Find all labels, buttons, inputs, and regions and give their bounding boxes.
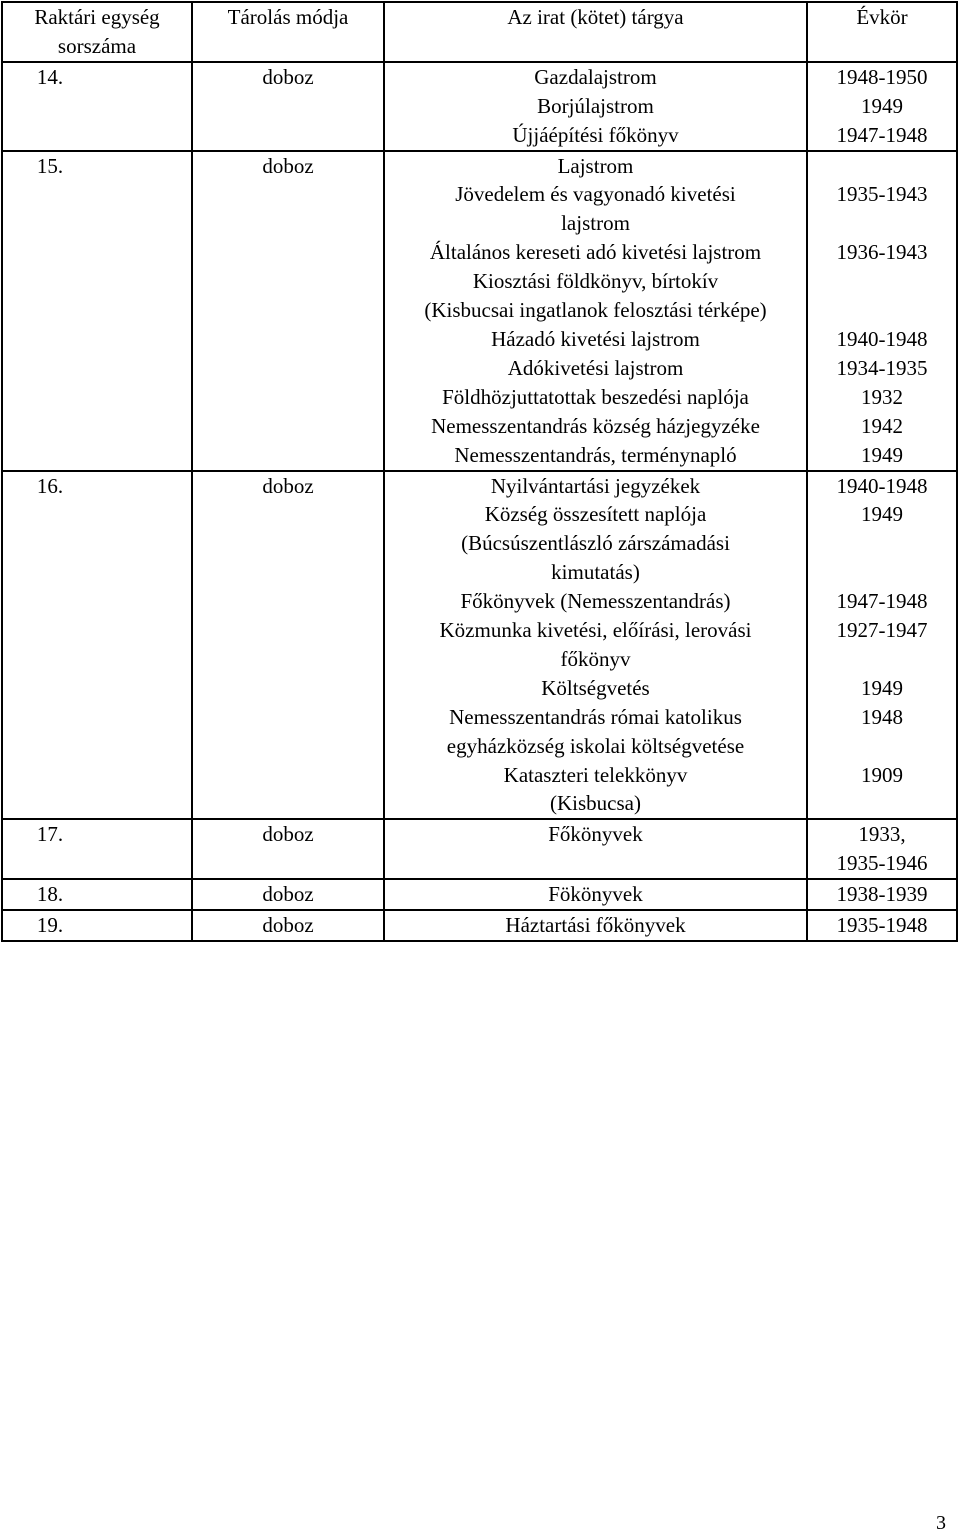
year-line: 1927-1947	[836, 618, 928, 642]
year-range-cell	[807, 879, 957, 910]
unit-number-cell	[2, 471, 192, 820]
subject-line: Kiosztási földkönyv, bírtokív	[472, 269, 719, 294]
document-subject-cell	[384, 819, 807, 879]
unit-number: 19.	[36, 913, 64, 938]
storage-method-cell: doboz	[192, 62, 384, 151]
table-row	[2, 471, 957, 820]
subject-line: Adókivetési lajstrom	[507, 355, 684, 380]
subject-line: lajstrom	[561, 211, 630, 236]
year-line: 1938-1939	[836, 882, 928, 907]
page-number: 3	[936, 1512, 946, 1534]
year-line: 1949	[861, 675, 903, 700]
subject-line: főkönyv	[560, 646, 631, 671]
year-line: 1947-1948	[836, 589, 928, 614]
header-document-subject: Az irat (kötet) tárgya	[384, 2, 807, 62]
year-line: 1942	[861, 413, 903, 438]
subject-line: Nyilvántartási jegyzékek	[490, 473, 701, 498]
unit-number: 15.	[36, 153, 64, 178]
unit-number: 16.	[36, 473, 64, 498]
document-subject-cell	[384, 62, 807, 151]
year-line: 1935-1946	[836, 851, 928, 876]
unit-number-cell	[2, 879, 192, 910]
year-line: 1936-1943	[836, 240, 928, 265]
unit-number-cell	[2, 151, 192, 471]
year-line	[808, 529, 956, 558]
table-row	[2, 62, 957, 151]
year-line: 1948	[861, 704, 903, 729]
year-range-cell	[807, 910, 957, 941]
unit-number-cell	[2, 910, 192, 941]
subject-line: Általános kereseti adó kivetési lajstrom	[429, 240, 762, 265]
subject-line: (Kisbucsai ingatlanok felosztási térképe)	[424, 298, 767, 323]
unit-number-cell	[2, 819, 192, 879]
year-line	[808, 152, 956, 181]
year-line	[808, 645, 956, 674]
header-year-range: Évkör	[807, 2, 957, 62]
table-row	[2, 910, 957, 941]
subject-line: Közmunka kivetési, előírási, lerovási	[439, 618, 752, 643]
subject-line: Borjúlajstrom	[537, 93, 654, 118]
header-row	[2, 2, 957, 62]
storage-method-cell: doboz	[192, 879, 384, 910]
archive-inventory-table	[1, 1, 958, 942]
storage-method-cell: doboz	[192, 151, 384, 471]
subject-line: Főkönyvek (Nemesszentandrás)	[460, 589, 731, 614]
year-line: 1949	[861, 502, 903, 527]
storage-method-cell: doboz	[192, 471, 384, 820]
subject-line: Földhözjuttatottak beszedési naplója	[442, 384, 749, 409]
table-row	[2, 879, 957, 910]
document-subject-cell	[384, 910, 807, 941]
subject-line: Főkönyvek	[548, 822, 643, 847]
unit-number: 17.	[36, 822, 64, 847]
subject-line: Házadó kivetési lajstrom	[491, 326, 700, 351]
table-body	[2, 2, 957, 941]
year-line: 1947-1948	[836, 122, 928, 147]
year-line	[808, 789, 956, 818]
subject-line: Fökönyvek	[548, 882, 643, 907]
year-line	[808, 558, 956, 587]
year-range-cell	[807, 819, 957, 879]
year-line	[808, 296, 956, 325]
unit-number: 14.	[36, 64, 64, 89]
subject-line: Gazdalajstrom	[534, 64, 657, 89]
subject-line: Kataszteri telekkönyv	[503, 762, 688, 787]
storage-method-cell: doboz	[192, 910, 384, 941]
subject-line: Újjáépítési főkönyv	[512, 122, 679, 147]
year-line: 1949	[861, 442, 903, 467]
year-line: 1948-1950	[836, 64, 928, 89]
document-subject-cell	[384, 471, 807, 820]
year-line: 1909	[861, 762, 903, 787]
header-unit-number: Raktári egység sorszáma	[2, 2, 192, 62]
year-line: 1949	[861, 93, 903, 118]
subject-line: Lajstrom	[557, 153, 634, 178]
subject-line: Nemesszentandrás római katolikus	[449, 704, 742, 729]
table-row	[2, 151, 957, 471]
year-line	[808, 267, 956, 296]
subject-line: Háztartási főkönyvek	[505, 913, 686, 938]
table-row	[2, 819, 957, 879]
storage-method-cell: doboz	[192, 819, 384, 879]
year-line: 1933,	[858, 822, 906, 847]
year-line	[808, 732, 956, 761]
document-subject-cell	[384, 879, 807, 910]
year-range-cell	[807, 62, 957, 151]
year-line: 1935-1948	[836, 913, 928, 938]
year-line: 1932	[861, 384, 903, 409]
year-range-cell	[807, 151, 957, 471]
subject-line: Nemesszentandrás, terménynapló	[454, 442, 737, 467]
subject-line: kimutatás)	[551, 560, 640, 585]
subject-line: Nemesszentandrás község házjegyzéke	[431, 413, 760, 438]
document-subject-cell	[384, 151, 807, 471]
subject-line: Jövedelem és vagyonadó kivetési	[455, 182, 736, 207]
subject-line: (Kisbucsa)	[550, 791, 641, 816]
unit-number-cell	[2, 62, 192, 151]
year-line	[808, 209, 956, 238]
year-line: 1935-1943	[836, 182, 928, 207]
year-line: 1940-1948	[836, 473, 928, 498]
subject-line: Költségvetés	[541, 675, 650, 700]
year-line: 1940-1948	[836, 326, 928, 351]
subject-line: (Búcsúszentlászló zárszámadási	[461, 531, 730, 556]
subject-line: Község összesített naplója	[484, 502, 707, 527]
header-storage-method: Tárolás módja	[192, 2, 384, 62]
year-line: 1934-1935	[836, 355, 928, 380]
subject-line: egyházközség iskolai költségvetése	[446, 733, 745, 758]
year-range-cell	[807, 471, 957, 820]
unit-number: 18.	[36, 882, 64, 907]
